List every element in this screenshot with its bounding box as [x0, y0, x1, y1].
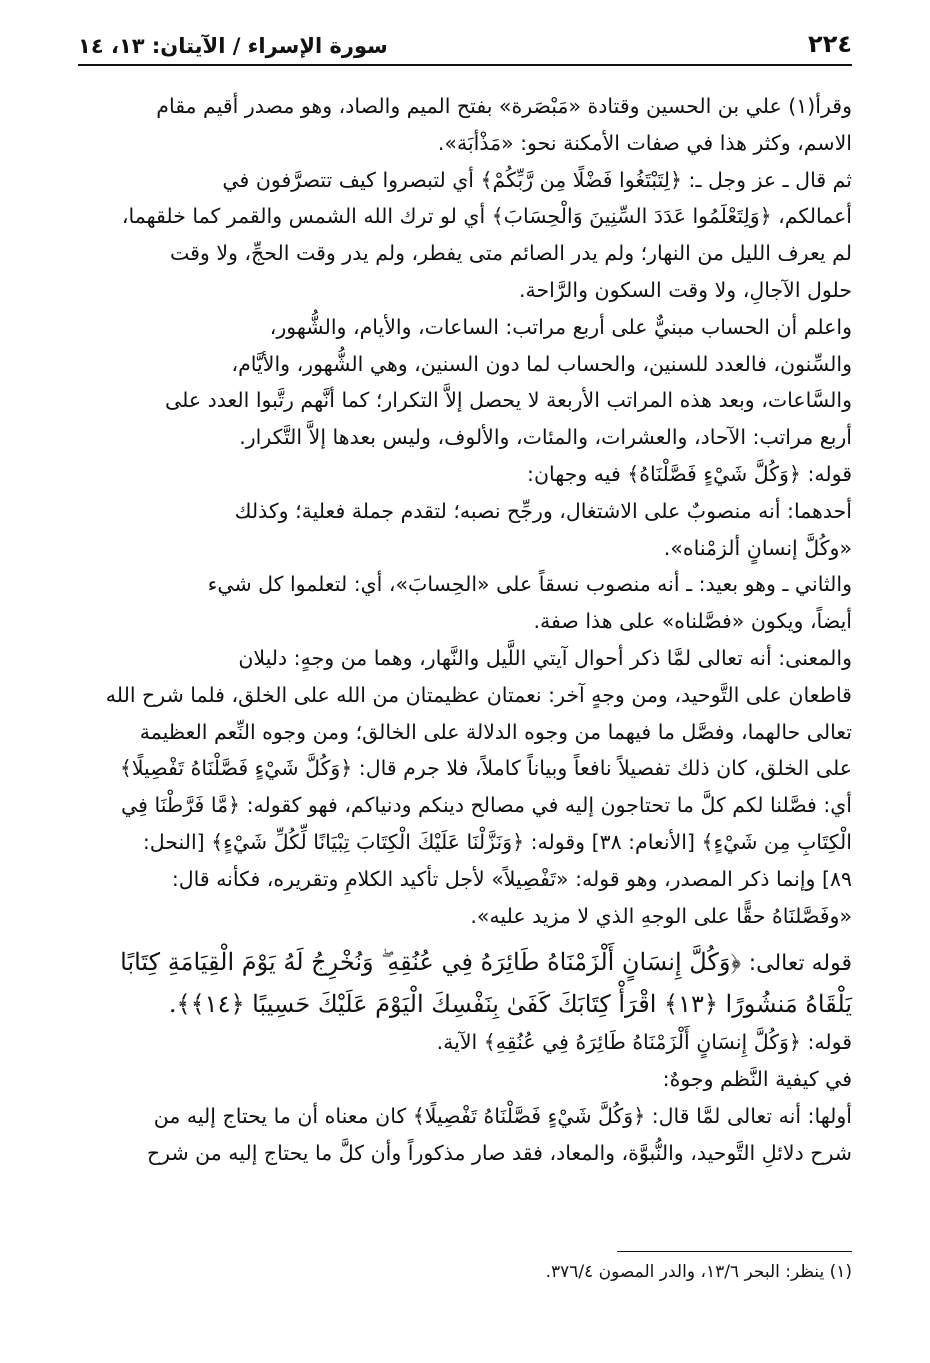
text-line: وقرأ(١) علي بن الحسين وقتادة «مَبْصَرة» بفتح الميم والصاد، وهو مصدر أقيم مقام	[156, 94, 852, 118]
text-line: والسَّاعات، وبعد هذه المراتب الأربعة لا يحصل إلاَّ التكرار؛ كما أنَّهم رتَّبوا العدد على	[164, 388, 852, 413]
paragraph	[78, 566, 852, 640]
text-line: أولها: أنه تعالى لمَّا قال: ﴿وَكُلَّ شَيْءٍ فَصَّلْنَاهُ تَفْصِيلًا﴾ كان معناه أن ما يحتاج إليه من	[153, 1103, 852, 1128]
paragraph	[78, 1024, 852, 1061]
text-line: قوله: ﴿وَكُلَّ شَيْءٍ فَصَّلْنَاهُ﴾ فيه وجهان:	[527, 461, 852, 486]
paragraph	[78, 88, 852, 162]
after-verse-list	[78, 1024, 852, 1171]
text-line: أعمالكم، ﴿وَلِتَعْلَمُوا عَدَدَ السِّنِينَ وَالْحِسَابَ﴾ أي لو ترك الله الشمس والقمر كما خلقهما،	[121, 204, 852, 229]
text-line: على الخلق، كان ذلك تفصيلاً نافعاً وبياناً كاملاً، فلا جرم قال: ﴿وَكُلَّ شَيْءٍ فَصَّلْنَاهُ تَفْصِيلًا﴾	[119, 756, 852, 781]
text-line: ثم قال ـ عز وجل ـ: ﴿لِتَبْتَغُوا فَضْلًا مِن رَّبِّكُمْ﴾ أي لتبصروا كيف تتصرَّفون في	[222, 167, 852, 192]
verse-text-1: ﴿وَكُلَّ إِنسَانٍ أَلْزَمْنَاهُ طَائِرَهُ فِي عُنُقِهِ ۖ وَنُخْرِجُ لَهُ يَوْمَ الْقِيَامَةِ كِتَابًا	[120, 948, 742, 977]
verse-lead: قوله تعالى:	[748, 951, 852, 977]
page-number: ٢٢٤	[808, 30, 852, 58]
paragraph	[78, 162, 852, 309]
text-line: قاطعان على التَّوحيد، ومن وجهٍ آخر: نعمتان عظيمتان من الله على الخلق، فلما شرح الله	[105, 682, 852, 707]
text-line: الْكِتَابِ مِن شَيْءٍ﴾ [الأنعام: ٣٨] وقوله: ﴿وَنَزَّلْنَا عَلَيْكَ الْكِتَابَ تِبْيَانًا لِّكُلِّ شَيْءٍ﴾ [النحل:	[142, 829, 852, 854]
verse-line-2: يَلْقَاهُ مَنشُورًا ﴿١٣﴾ اقْرَأْ كِتَابَكَ كَفَىٰ بِنَفْسِكَ الْيَوْمَ عَلَيْكَ حَسِيبًا ﴿١٤﴾﴾.	[168, 990, 852, 1019]
footnote: (١) ينظر: البحر ١٣/٦، والدر المصون ٣٧٦/٤.	[545, 1262, 852, 1282]
text-line: حلول الآجالِ، ولا وقت السكون والرَّاحة.	[519, 277, 852, 302]
running-title: سورة الإسراء / الآيتان: ١٣، ١٤	[78, 34, 388, 58]
verse-block	[78, 942, 852, 1024]
text-line: قوله: ﴿وَكُلَّ إِنسَانٍ أَلْزَمْنَاهُ طَائِرَهُ فِي عُنُقِهِ﴾ الآية.	[436, 1030, 852, 1055]
text-line: والمعنى: أنه تعالى لمَّا ذكر أحوال آيتي اللَّيل والنَّهار، وهما من وجهٍ: دليلان	[238, 645, 852, 670]
text-line: أي: فصَّلنا لكم كلَّ ما تحتاجون إليه في مصالح دينكم ودنياكم، فهو كقوله: ﴿مَّا فَرَّطْنَا فِي	[121, 793, 852, 818]
book-page	[78, 28, 852, 1363]
text-line: ٨٩] وإنما ذكر المصدر، وهو قوله: «تَفْصِيلاً» لأجل تأكيد الكلامِ وتقريره، فكأنه قال:	[171, 866, 852, 891]
text-line: تعالى حالهما، وفصَّل ما فيهما من وجوه الدلالة على الخالق؛ ومن وجوه النِّعم العظيمة	[139, 719, 852, 744]
text-line: شرح دلائلِ التَّوحيد، والنُّبوَّة، والمعاد، فقد صار مذكوراً وأن كلَّ ما يحتاج إليه من شرح	[146, 1140, 852, 1165]
text-line: والسِّنون، فالعدد للسنين، والحساب لما دون السنين، وهي الشُّهور، والأيَّام،	[231, 351, 852, 376]
verse-line-1	[78, 942, 852, 984]
text-line: أحدهما: أنه منصوبٌ على الاشتغال، ورجِّح نصبه؛ لتقدم جملة فعلية؛ وكذلك	[234, 498, 852, 523]
text-line: والثاني ـ وهو بعيد: ـ أنه منصوب نسقاً على «الحِسابَ»، أي: لتعلموا كل شيء	[207, 572, 852, 597]
paragraph	[78, 309, 852, 456]
footnote-divider	[617, 1251, 852, 1252]
text-line: أيضاً، ويكون «فصَّلناه» على هذا صفة.	[533, 609, 852, 634]
text-line: الاسم، وكثر هذا في صفات الأمكنة نحو: «مَذْأبَة».	[437, 130, 852, 155]
paragraph	[78, 1098, 852, 1172]
text-line: لم يعرف الليل من النهار؛ ولم يدر الصائم متى يفطر، ولم يدر وقت الحجِّ، ولا وقت	[169, 241, 852, 266]
paragraph	[78, 493, 852, 567]
text-line: في كيفية النَّظم وجوهٌ:	[662, 1067, 852, 1092]
text-line: «وكُلَّ إنسانٍ ألزمْناه».	[663, 535, 852, 560]
page-header	[78, 28, 852, 66]
text-line: واعلم أن الحساب مبنيٌّ على أربع مراتب: الساعات، والأيام، والشُّهور،	[269, 314, 852, 339]
paragraph	[78, 1061, 852, 1098]
text-line: «وفَصَّلنَاهُ حقًّا على الوجهِ الذي لا مزيد عليه».	[470, 903, 852, 928]
paragraph	[78, 456, 852, 493]
paragraph	[78, 640, 852, 934]
paragraph-list	[78, 88, 852, 934]
main-text	[78, 88, 852, 1172]
text-line: أربع مراتب: الآحاد، والعشرات، والمئات، والألوف، وليس بعدها إلاَّ التَّكرار.	[239, 425, 852, 450]
